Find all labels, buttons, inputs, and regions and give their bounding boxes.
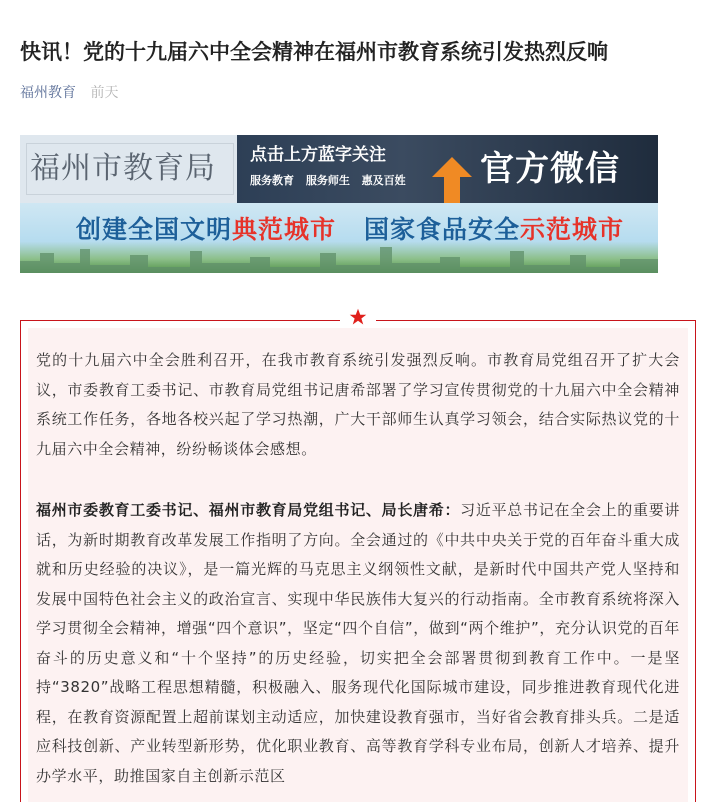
frame-border-left [20,320,21,802]
article-meta [20,83,118,103]
banner-slogan [76,212,624,248]
article-title: 快讯！党的十九届六中全会精神在福州市教育系统引发热烈反响 [20,40,608,64]
paragraph-speech [36,496,680,791]
publish-time: 前天 [90,85,119,101]
slogan-part-a-highlight: 典范城市 [232,215,337,244]
slogan-part-b-highlight: 示范城市 [520,215,625,244]
paragraph-intro: 党的十九届六中全会胜利召开，在我市教育系统引发强烈反响。市教育局党组召开了扩大会议，市委教育工委书记、市教育局党组书记唐希部署了学习宣传贯彻党的十九届六中全会精神系统工作任务，各地各校兴起了学习热潮，广大干部师生认真学习领会，结合实际热议党的十九届六中全会精神，纷纷畅谈体会感想。 [36,351,680,458]
divider-left [20,320,340,321]
banner-follow-text: 点击上方蓝字关注 [250,145,386,165]
red-star-icon [349,308,367,326]
header-banner-image [20,135,658,273]
banner-bureau-name: 福州市教育局 [30,151,216,186]
slogan-part-b: 国家食品安全 [364,215,521,244]
banner-official-wechat: 官方微信 [480,149,620,189]
account-name-link[interactable]: 福州教育 [20,85,76,101]
up-arrow-icon [432,157,472,203]
banner-service-text: 服务教育 服务师生 惠及百姓 [250,174,406,187]
speech-text: 习近平总书记在全会上的重要讲话，为新时期教育改革发展工作指明了方向。全会通过的《中共中央关于党的百年奋斗重大成就和历史经验的决议》，是一篇光辉的马克思主义纲领性文献，是新时代中国共产党人坚持和发展中国特色社会主义的政治宣言、实现中华民族伟大复兴的行动指南。全市教育系统将深入学习贯彻全会精神，增强“四个意识”，坚定“四个自信”，做到“两个维护”，充分认识党的百年奋斗的历史意义和“十个坚持”的历史经验，切实把全会部署贯彻到教育工作中。一是坚持“3820”战略工程思想精髓，积极融入、服务现代化国际城市建设，同步推进教育现代化进程，在教育资源配置上超前谋划主动适应，加快建设教育强市，当好省会教育排头兵。二是适应科技创新、产业转型新形势，优化职业教育、高等教育学科专业布局，创新人才培养、提升办学水平，助推国家自主创新示范区 [36,501,681,785]
slogan-part-a: 创建全国文明 [76,215,233,244]
frame-border-right [695,320,696,802]
divider-right [376,320,696,321]
banner-top-strip [20,135,658,203]
speaker-name: 福州市委教育工委书记、福州市教育局党组书记、局长唐希： [36,501,461,519]
banner-slogan-strip [20,203,658,273]
